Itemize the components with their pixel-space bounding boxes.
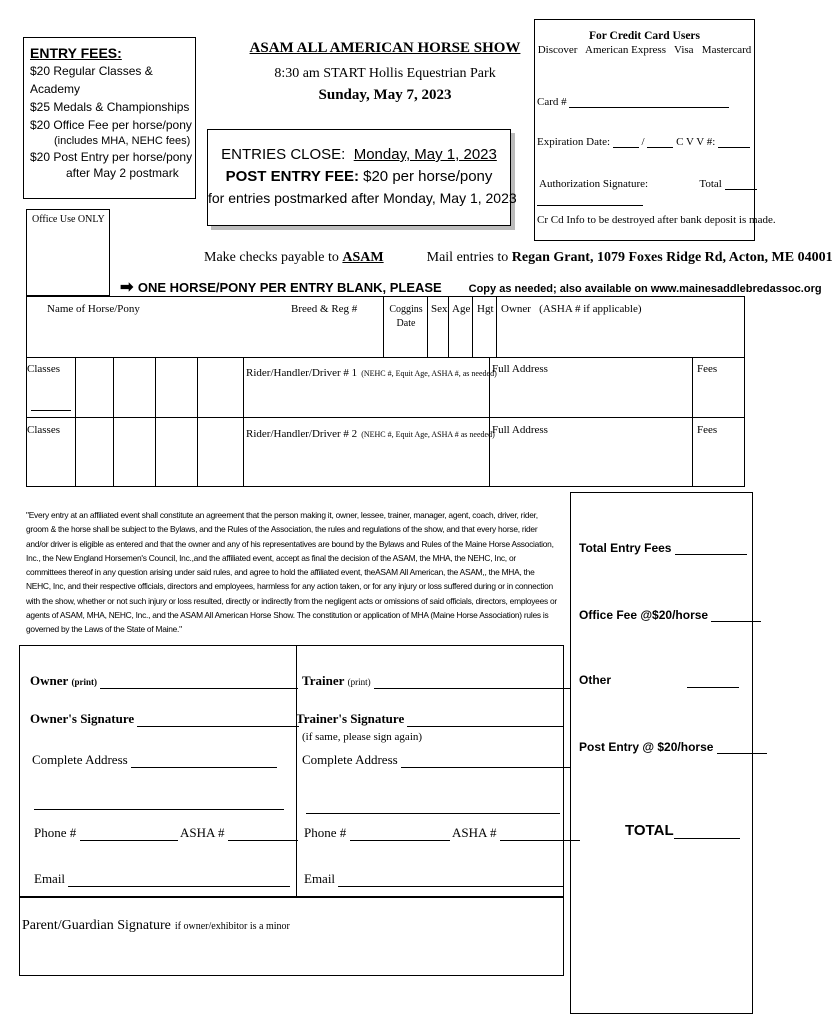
mail-prefix: Mail entries to — [426, 250, 509, 265]
owner-address-field[interactable] — [32, 752, 277, 768]
owner-address-label: Complete Address — [32, 752, 128, 767]
owner-phone-label: Phone # — [34, 825, 77, 840]
entry-fees-title: ENTRY FEES: — [30, 45, 122, 61]
totals-box — [570, 492, 753, 1014]
classes-label-2: Classes — [27, 424, 60, 436]
col-coggins — [386, 303, 426, 331]
fee-line: $20 Regular Classes & Academy — [30, 64, 153, 96]
show-header — [240, 40, 530, 104]
office-use-label: Office Use ONLY — [32, 214, 105, 225]
entry-table — [26, 296, 745, 487]
owner-signature-field[interactable] — [30, 711, 299, 727]
parent-signature-label: Parent/Guardian Signature — [22, 918, 171, 933]
owner-print-field[interactable] — [30, 673, 298, 689]
parent-guardian-box[interactable] — [19, 897, 564, 976]
post-entry-value: $20 per horse/pony — [363, 168, 493, 185]
owner-email-field[interactable] — [34, 871, 290, 887]
entries-close-box — [207, 129, 517, 226]
other-label: Other — [579, 673, 612, 687]
office-use-box — [26, 209, 110, 296]
post-entry-field[interactable] — [579, 740, 767, 754]
owner-phone-field[interactable] — [34, 825, 298, 841]
grand-total-field[interactable] — [625, 822, 740, 839]
fee-line: (includes MHA, NEHC fees) — [54, 135, 191, 147]
rider1-field[interactable] — [246, 363, 497, 381]
expiration-field[interactable] — [537, 136, 750, 148]
col-sex: Sex — [431, 303, 448, 315]
post-entry-fee-label: Post Entry @ $20/horse — [579, 740, 714, 754]
trainer-print-field[interactable] — [302, 673, 570, 689]
show-start: 8:30 am START Hollis Equestrian Park — [274, 66, 496, 81]
payable-line — [204, 250, 833, 266]
card-number-label: Card # — [537, 96, 567, 108]
post-entry-note: for entries postmarked after Monday, May 1, 2023 — [208, 190, 517, 206]
owner-signature-label: Owner's Signature — [30, 711, 135, 726]
one-horse-text: ONE HORSE/PONY PER ENTRY BLANK, PLEASE — [137, 280, 442, 295]
col-breed: Breed & Reg # — [291, 303, 358, 315]
col-coggins-date: Date — [396, 318, 416, 329]
one-horse-line — [120, 277, 822, 297]
office-fee-label: Office Fee @$20/horse — [579, 608, 709, 622]
trainer-email-field[interactable] — [304, 871, 564, 887]
fee-line: $20 Post Entry per horse/pony — [30, 150, 193, 164]
trainer-same-note: (if same, please sign again) — [302, 731, 423, 743]
col-owner: Owner (ASHA # if applicable) — [501, 303, 642, 315]
rider2-label: Rider/Handler/Driver # 2 — [246, 428, 358, 440]
owner-label: Owner — [30, 673, 69, 688]
payable-name: ASAM — [342, 250, 384, 265]
fee-line: after May 2 postmark — [66, 166, 179, 180]
credit-card-box — [534, 19, 776, 241]
trainer-phone-label: Phone # — [304, 825, 347, 840]
card-number-field[interactable] — [537, 96, 729, 108]
arrow-right-icon: ➡ — [120, 279, 134, 296]
col-horse-name: Name of Horse/Pony — [47, 303, 140, 315]
office-fee-field[interactable] — [579, 608, 761, 622]
full-address-label-1: Full Address — [492, 363, 548, 375]
entries-close-label: ENTRIES CLOSE: — [221, 146, 346, 163]
classes-label-1: Classes — [27, 363, 60, 375]
rider1-note: (NEHC #, Equit Age, ASHA #, as needed) — [361, 369, 497, 378]
trainer-phone-field[interactable] — [304, 825, 580, 841]
trainer-label: Trainer — [302, 673, 345, 688]
expiration-slash: / — [641, 136, 645, 148]
col-hgt: Hgt — [477, 303, 494, 315]
rider2-note: (NEHC #, Equit Age, ASHA # as needed) — [361, 430, 495, 439]
mail-address: Regan Grant, 1079 Foxes Ridge Rd, Acton, ME 04001 — [511, 250, 833, 265]
credit-note: Cr Cd Info to be destroyed after bank deposit is made. — [537, 214, 776, 226]
owner-email-label: Email — [34, 871, 66, 886]
authorization-field[interactable] — [539, 178, 757, 190]
owner-print-note: (print) — [71, 677, 98, 687]
expiration-label: Expiration Date: — [537, 136, 611, 148]
authorization-label: Authorization Signature: — [539, 178, 649, 190]
total-entry-fees-label: Total Entry Fees — [579, 541, 672, 555]
credit-total-label: Total — [699, 178, 722, 190]
entry-fees-box — [23, 37, 196, 199]
trainer-asha-label: ASHA # — [452, 825, 497, 840]
full-address-label-2: Full Address — [492, 424, 548, 436]
copy-note: Copy as needed; also available on www.mainesaddlebredassoc.org — [468, 283, 822, 295]
other-field[interactable] — [579, 673, 739, 688]
trainer-address-field[interactable] — [302, 752, 571, 768]
trainer-signature-label: Trainer's Signature — [296, 711, 405, 726]
trainer-print-note: (print) — [347, 677, 371, 687]
credit-cards: Discover American Express Visa Mastercard — [537, 44, 752, 56]
col-coggins-label: Coggins — [389, 304, 423, 315]
fees-label-2: Fees — [697, 424, 718, 436]
credit-title: For Credit Card Users — [588, 30, 701, 42]
parent-signature-note: if owner/exhibitor is a minor — [174, 921, 290, 932]
legal-text: "Every entry at an affiliated event shall constitute an agreement that the person making it, owner, lessee, trainer, manager, agent, coach, driver, rider, groom & the horse shall be subject to the Bylaws, and the Rules of the Association, the rules and regulations of the show, and that every horse, rider and/or driver is eligible as entered and that the owner and any of his representatives are bound by the Bylaws and Rules of the Maine Horse Association, Inc., the New England Horsemen's Council, Inc.,and the affiliated event, accept as final the decision of the ASAM, the MHA, the NEHC, Inc, or committees thereof in any question arising under said rules, and agree to hold the affiliated event, theASAM All American, the ASAM,, the MHA, the NEHC, Inc, and their respective officials, directors and employees, harmless for any action taken, or for any injury or loss suffered during or in connection with the show, whether or not such injury or loss resulted, directly or indirectly from the negligent acts or omissions of said officials, directors, employees or agents of ASAM, MHA, NEHC, Inc., and the ASAM All American Horse Show. The constitution or application of MHA (Maine Horse Association) rules is governed by the Laws of the State of Maine." — [26, 510, 557, 635]
cvv-label: C V V #: — [676, 136, 716, 148]
col-age: Age — [452, 303, 471, 315]
payable-prefix: Make checks payable to — [204, 250, 339, 265]
owner-asha-label: ASHA # — [180, 825, 225, 840]
fees-label-1: Fees — [697, 363, 718, 375]
fee-line: $20 Office Fee per horse/pony — [30, 118, 192, 132]
trainer-address-label: Complete Address — [302, 752, 398, 767]
rider1-label: Rider/Handler/Driver # 1 — [246, 367, 358, 379]
trainer-email-label: Email — [304, 871, 336, 886]
show-title: ASAM ALL AMERICAN HORSE SHOW — [249, 40, 521, 56]
trainer-signature-field[interactable] — [296, 711, 563, 727]
show-date: Sunday, May 7, 2023 — [318, 87, 452, 103]
grand-total-label: TOTAL — [625, 822, 674, 839]
owner-trainer-box — [19, 645, 564, 897]
total-entry-fees-field[interactable] — [579, 541, 747, 555]
rider2-field[interactable] — [246, 424, 495, 442]
fee-line: $25 Medals & Championships — [30, 100, 190, 114]
post-entry-label: POST ENTRY FEE: — [225, 168, 359, 185]
entries-close-date: Monday, May 1, 2023 — [353, 146, 497, 163]
